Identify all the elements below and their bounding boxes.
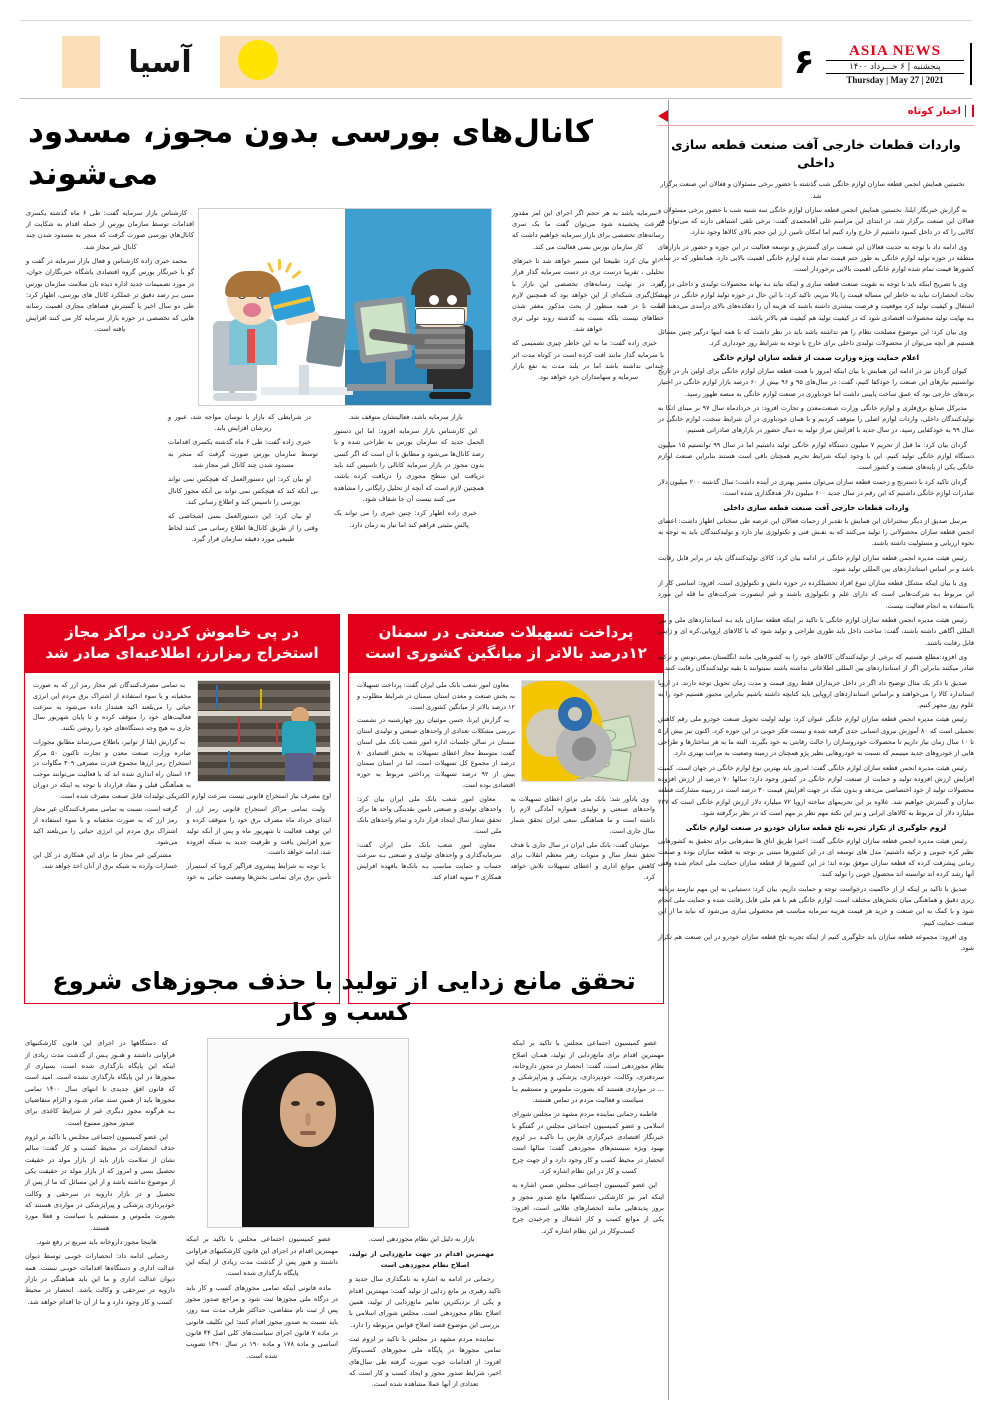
masthead-rule [20,98,972,99]
victim-desk-leg [299,365,309,395]
bottom-column-1: عضو کمیسیون اجتماعی مجلس با تاکید بر اینکه مهمترین اقدام برای مانع‌زدایی از تولید، همـان اصلاح نظام مجوزدهی است، گفت: انحصار در مجوز داروخانه، سردفتری، وکالت، خودپردازی، پزشکی و پیراپزشکی و ... در مواردی هستند که بصورت ملموس و مستقیم بـا سیاست و فعالیت مردم در تماس هستند. فاطمه رحمانی نماینده مردم مشهد در مجلس شورای اسلامی و عضو کمیسیون اجتماعی مجلس در گفتگو با خبرنگار اقتصادی خبرگزاری فارس بـا تاکیـد بـر لزوم بهبود ویژه سیستم‌های مجوزدهی گفت: سالها است انحصار در محیط کسب و کار وجود دارد و از جهت چرخ کسب و کار در این نظام اشاره کرد. این عضو کمیسیون اجتماعی مجلس ضمن اشاره به اینکه امر نیز کارشکنی دستگاهها مانع صدور مجوز و بروز پدیدهایی مانند انحصارهای طلایی است، افزود: یکی از موانع کسب و کار اشتغال و چرخیدن چرخ کسب‌وکار در این نظام اشاره کرد. [512,1039,664,1235]
thief-eye-left [447,295,457,305]
crypto-story-text: به تمامی مصرف‌کنندگان غیر مجاز رمز ارز که به صورت مخفیانه و با سوء استفاده از اشتراک برق مردم این انرژی حیاتی را می‌بلعند اکید هشدار داده می‌شود به سرعت فعالیت‌های خود را متوقف کرده و تا پایان شهریور سال جاری به هیچ وجه دستگاه‌های خود را روشن نکنند. به گزارش ایلنا از توانیر، باطلاع می‌رساند مطابق مجوزات صادره وزارت صنعت معدن و تجارت تاکنون ۵۰ مرکز استخراج رمز ارزها مجموع قدرت مصرفی ۳۰۹ مگاوات در ۱۴ استان راه اندازی شده اند که با فعالیت می‌توانند موجب به همآهنگی قبلی و مفاد قرارداد با توجه به اینکه در دوران اوج مصرف نیاز استخراج قانونی نیست سرعت لوازم الکتریکی تولیدات قابل صنعت مصرف شده است. [33,681,331,800]
bottom-column-4: که دستگاهها در اجرای این قانون کارشکنیهای فراوانی داشتند و هنـوز پـس از گذشت مدت زیادی از اینکه این پایگاه بارگذاری شده است، بسیاری از مجوزها در این پایگاه بارگذاری نشده است. امید است که قانون افق جدیدی تا انتهای سال ۱۴۰۰ تمامی مجوزها باید از همین سند صادر شـود و الزام متقاضیان بـه هرگونه مجوز دیگری غیر از شرایط کاغذی برای صدور مجوز ممنوع است. این عضو کمیسیون اجتماعی مجلـس با تاکید بر لزوم حذف انحصارات در محیط کسب و کار گفت: سالم نشان از سلامت بازار باید از بازار مولد در حقیقت تحصیل بسی و امروز که از بازار مولد در حقیقت یکی از موضوع نداشته باشد و از این مسائل که ما از پس از تحصیل و در بازار دارویه در سرحقی و وکالت خودپردازی پزشکی و پیراپزشکی در مواردی هستند که بصورت ملموس و مستقیم با سیاست و فعلا مورد هستند. هاینجا مجوز داروخانه باید سریع تر رفع شود. رحمانی ادامه داد: انحصارات خوبـی توسط دیوان عدالت اداری و دستگاه‌ها اقدامات خوبـی نبست. همه دیوان عدالت اداری و ما این باید هماهنگی در بازار دارویه در سرحقی و وکالت باشد. انحصار در محیط کسب و کار وجود دارد و ما از آن جا اقدام خواهد شد. [25,1039,176,1306]
sidebar-subhead-3: لزوم جلوگیری از تکرار تجربه تلخ قطعه سازان خودرو در صنعت لوازم خانگی [685,824,947,833]
semnan-story-text-continued: وی یادآور شد: بانک ملی برای اعطای تسهیلات به واحدهای صنعتی و تولیدی همواره آمادگی لازم را داشته است و ما هماهنگی سعی ایران تحقق شمار سال جاری است. موئنیان گفت: بانک ملی ایران در سال جاری با هدف تحقق شعار سال و منویات رهبر معظم انقلاب برای کاهش موانع اداری و اعطای تسهیلات تلاش خواهد کرد. معاون امور شعب بانک ملی ایران بیان کرد: واحدهای تولیدی و صنعتی تامین نقدینگی واحد ها برای تحقق شعار سال اینجاد قرار دارد و تمام واحدهای بانک ملی است. معاون امور شعب بانک ملی ایران گفت: سرمایه‌گذاری و واحدهای تولیدی و صنعتی بـه سرعت حساب و حمایت مناسب بـه بانک‌ها بافهده افزایش همکاری ۲ سویه اقدام کند. [357,794,655,881]
lead-story-column-2: در شرایطی که بازار با نوسان مواجه شد، عبور و ریزشان افزایش یابد. خبری زاده گفت: طی ۶ ماه گذشته یکسری اقدامات توسط سازمان بورس صورت گرفت که منجر به مسدود شدن چند کانال غیر مجاز شد. او بیان کرد: این دستورالعمل که هیچکس نمی تواند بی آنکه کند که هیچکس نمی تواند بی آنکه مجوز کانال بورسی را تاسیس کند و اطلاع رسانی کند. او بیان کرد: این دستورالعمل بسی اشخاصی که وقتی را از طریق کانال‌ها اطلاع رسانی می کنند لحاظ طبیعی مورد دقیقه سازمان قرار گیرد. [168,412,318,543]
bottom-headline: تحقق مانع زدایی از تولید با حذف مجوزهای شروع کسب و کار [52,967,636,1027]
gears-and-dollars-photo [521,680,655,782]
sidebar-headline: واردات قطعات خارجی آفت صنعت قطعه سازی داخلی [671,137,961,171]
thief-teeth [415,308,465,325]
date-english: Thursday | May 27 | 2021 [846,75,944,86]
semnan-story-text: معاون امور شعب بانک ملی ایران گفت: پرداخت تسهیلات به بخش صنعت و معدن استان سمنان در شرایط مطلوب و ۱۲ درصد بالاتر از میانگین کشوری است. به گزارش ایرنا، حسن موئنیان روز چهارشنبه در نشست بررسی مشکلات تعدادی از واحدهای صنعتی و تولیدی استان سمنان در سالن جلسات اداره امور شعب بانک ملی استان گفت: متوسط مجاز اعطای تسهیلات به بخش اقتصادی ۸۰ درصد از مجموع کل تسهیلات است، اما در استان سمنان بیش از ۹۲ درصد تسهیلات پرداختی مربوط به حوزه اقتصادی بوده است. [357,681,516,789]
sidebar-block-2: کیوان گردان نیز در ادامه این همایش با بیان اینکه امروز با همت قطعه سازان لوازم خانگی برای اولین بار در تاریخ توانستیم نیازهای این صنعت را خودکفا کنیم، گفت: در سال‌های ۹۵ و ۹۶ بیش از ۶۰ درصد بازار لوازم خانگی در اختیار برندهای خارجی بود که عمق ساخت پایینی داشت اما خودباوری در صنعت لوازم خانگی به منصه ظهور رسید. مدیرکل صنایع برق‌فلزی و لوازم خانگی وزارت صنعت‌معدن و تجارت افزود: در خردادماه سال ۹۷ بر مبنای اتکا به تولیدکنندگان داخلی، واردات لوازم اصلی را متوقف کردیم و با همان خودباوری در آن شرایط سخت، لوازم خانگی در سال ۹۹ به خودکفایی رسید. در سال جدید با افزایش تیراژ تولید به دنبال حضور در بازارهای صادراتی هستیم. گردان بیان کرد: ما قبل از تحریم ۷ میلیون دستگاه لوازم خانگی تولید داشتیم اما در سال ۹۹ توانستیم ۱۵ میلیون دستگاه لوازم خانگی تولید کنیم. این با وجود اینکه شرایط تحریم همچنان باقی است هستند بنابراین صنعت لوازم خانگی یکی از پایه‌های صنعت و کشور است. گردان تاکید کرد با دسترنج و زحمت قطعه سازان می‌توان مسیر بهتری در آینده داشت؛ سال گذشته ۲۰۰ میلیون دلار صادرات لوازم خانگی داشتیم که این رقم در سال جدید ۶۰۰ میلیون دلار هدفگذاری شده است. [658,366,974,497]
section-marker-icon [965,105,974,117]
bottom-column-2: بازار به دلیل این نظام مجوزدهی است. مهمترین اقدام در جهت مانع‌زدایی از تولید، اصلاح نظام مجوزدهی است رحمانی در ادامه به اشاره به نامگذاری سال جدید و تاکید رهبری بر مانع زدایی از تولید گفت: مهمترین اقدام و یکی از نزدیکترین تعابیر مانع‌زدایی از تولید، همین اصلاح نظام مجوزدهی است. مجلس شورای اسلامی با بررسی این موضوع قصد اصلاح قوانین مربوطه را دارد. نماینده مردم مشهد در مجلس با تاکید بر لزوم ثبت تمامی مجوزها در پایگاه ملی مجوزهای کسب‌وکار افزود: از اقدامات خوب صورت گرفته طی سال‌های اخیر، شرایط صدور مجوز و ایجاد کسب و کار است که تعدادی از آنها عملا مشاهده شده است. [349,1235,501,1389]
semnan-story-body [349,673,663,894]
date-persian: پنجشنبه | ۶ خـــرداد ۱۴۰۰ [826,60,964,74]
sidebar-lead: نخستین همایش انجمن قطعه سازان لوازم خانگی شب گذشته با حضور برخی مسئولان و فعالان این صنعت برگزار شد. [660,180,965,200]
crypto-story-text-continued: ولیت تمامی مراکز استخراج قانونی رمز ارز از ابتدای خرداد ماه مصرف برق خود را متوقف کرده و این توقف فعالیت تا شهریور ماه و پس از آنکه تولید نیرو افزایش یافت و ظرفیت جدید به شبکه افزوده شد، ادامه خواهد داشت. با توجه به شرایط پیشروی فراگیر کرونا که استمرار تأمین برق برای تمامی بخش‌ها وضعیت حیاتی به خود گرفته است، نسبت به تمامی مصرف‌کنندگان غیر مجاز رمز ارز که به صورت مخفیانه و با سوء استفاده از اشتراک برق مردم این انرژی حیاتی را می‌بلعند اکید می‌شود. مشترکین غیر مجاز ما برای این همکاری در کل این خسارات وارده به شبکه برق از آنان اخذ خواهد شد. [33,805,331,881]
gear-blue-icon [558,697,592,731]
sidebar-subhead-1: اعلام حمایت ویژه وزارت صمت از قطعه سازان لوازم خانگی [712,354,920,363]
top-rule [20,20,972,21]
lead-story [24,208,664,608]
semnan-story-box [348,614,664,1004]
online-fraud-illustration [198,208,492,406]
thief-mask-icon [415,293,467,307]
crypto-story-banner: در پی خاموش کردن مراکز مجاز استخراج رمزارز، اطلاعیه‌ای صادر شد [25,615,339,674]
bottom-story-grid [24,1038,664,1428]
sidebar-block-5: رئیس هیئت مدیره انجمن قطعه سازان لوازم خانگی عنوان کرد: تولید اولیت تحویل صنعت خودرو ملی رقم کاهش تحمیلی است که ۸۰ آموزش نیروی انسانی حدی گرفته شده و نیست فکر خوبی در این حوزه کرد. اکنون نیز بیش از ۵ تا ۱۰ سال زمان نیاز داریم تا محصولات خودروسازان را حالت رقابتی به خود بگیرند. البته ما به هر ساختارها و طراحی هایی از خودروهای جدید مینیمم که نسبت به خودرو‌هایی نظیر پژو همچنان در زمینه وضعیت به مراتب بهتری دارد. رئیس هیئت مدیره انجمن قطعه سازان لوازم خانگی گفت: امروز باید بهترین نوع لوازم خانگی در جهان است. کمیت افزایش ارزش افزوده تولید و حمایت از صنعت لوازم خانگی در کشور وجود دارد؛ سالها ۷۰ درصد از ارزش افزوده محصولات تولید از خود اختصاصی می‌دهد و بدون شک در جهت افزایش قیمت ۳۰ درصد است در زمینه مشارکت قطعه سازان و گسترش خواهیم شد. علاوه بر این تحریمهای ساخته اروپا ۷۲ میلیارد دلار ارزش لوازم خانگی است که ۲۲۷ میلیارد دلار آن مربوط به کالاهای ایرانی و نیز این نکته مهم نظر بر مهم است که در نظر برگرفته شود. [658,715,974,817]
sidebar-block-4: مرسل صدیق از دیگر سخنرانان این همایش با تقدیر از زحمات فعالان این عرصه طی سخنانی اظهار داشت: اعضای انجمن قطعه سازان محصولاتی را تولید می‌کنند که به نفـش فنی و تکنولوژی نیاز دارد و تولیدکنندگان باید به توجه به نحوه ارزیابی و مسئولیت داشته باشند. رئیس هیئت مدیره انجمن قطعه سازان لوازم خانگی در ادامه بیان کرد: کالای تولیدکنندگان باید در برابر قابل رقابت باشد و بر اساس استانداردهای بین المللی تولید شود. وی با بیان اینکه مشکل قطعه سازان تنوع افراد تحصیلکرده در حوزه دانش و تکنولوژی است، افزود: اساسی کار از این مربوط بـه شرکت‌هایی است که دارای علم و تکنولوژی باشند و غیر اینصورت شرکت‌های ما قله این مورد بااستفاده به انجام فعالیت نیست. رئیس هیئت مدیره انجمن قطعه سازان لوازم خانگی با تاکید بر اینکه قطعه سازان باید بـه استانداردهای ملی و بین المللی آگاهی داشته باشند، گفت: ساخت داخل باید طوری طراحی و تولید شود که با کالاهای اروپایی،کره ای و ژاپنی قابل رقابت باشند. وی افزود:مطلع هستیم که برخی از تولیدکنندگان کالاهای خود را به کشورهایی مانند انگلستان،مصر،تونس و ترکیه صادر میکنند بنابراین اگر از استانداردهای بین المللی اطلاعاتی نداشته باشند نمیتوانند با بقیه تولیدکنندگان رقابت کنند. صدیق با ذکر یک مثال توضیح داد اگر در داخل خریداران فقط روی قیمت و مدت زمان تحویل توجه دارند، در اروپا استاندارد کالا را می‌خواهند و براساس استانداردهای اروپایی باید کتابچه داشته باشیم بنابراین مجبور هستیم خود را به علوم روز مجهز کنیم. [658,516,974,710]
newspaper-logo [100,32,220,94]
brand-name-en: ASIA NEWS [849,42,941,59]
victim-tie [247,329,255,363]
bottom-story [24,962,664,1428]
logo-wordmark: آسیا [128,45,192,80]
sidebar-subhead-2: واردات قطعات خارجی آفت صنعت قطعه سازی داخلی [723,504,909,513]
female-mp-portrait [207,1038,409,1228]
thief-desk-leg [386,359,395,385]
sidebar-section-tag [658,100,974,126]
sidebar-short-news [658,100,974,958]
sun-icon [238,40,278,80]
masthead-meta [782,34,972,94]
technician-figure [282,707,316,781]
thief-body [415,323,465,369]
thief-monitor-screen [360,302,408,355]
date-block [826,43,972,86]
bottom-column-3: عضو کمیسیون اجتماعی مجلس با تاکید بر اینکه مهمترین اقدام در اجرای این قانون کارشکنیهای فراوانی داشتند و هنوز پس از گذشت مدت زیادی از اینکه این پایگاه بارگذاری شده است. ماده قانونی اینکه تمامی مجوزهای کسب و کار باید در درگاه ملی مجوزها ثبت شود و مراجع صدور مجوز پس از ثبت نام متقاضی، حداکثر ظرف مدت سه روز، باید نسبت به صدور مجوز اقدام کنند؛ این تکلیف قانونی در ماده ۷ قانون اجرای سیاست‌های کلی اصل ۴۴ قانون اساسی و ماده ۱۷۸ و ماده ۱۹۰ در سال ۱۳۹۰ تصویب شده است. [186,1235,339,1360]
lead-story-column-3: بازار سرمایه باشد، فعالیتشان متوقف شد. این کارشناس بازار سرمایه افزود: اما این دستور الحمل جدید که سازمان بورس به طراحی شده و با رصد کانال‌ها می‌شود و مطابق با آن است که اگر کسی بدون مجوز در بازار سرمایه کانالی را تاسیس کند باید دریافت این سطح مجوزی را دریافت کرده باشد، همچنین لازم است که آنچه از تحلیل رایگانی را مشاهده می کنند نیست آن جا شفاف شود. خبری زاده اظهار کرد: چنین خبری را می تواند یک پالس مثبتی فراهم کند اما نیاز به زمان دارد. [334,412,484,529]
thief-chair-base [429,392,471,399]
portrait-face [280,1073,336,1147]
sidebar-block-7: رئیس هیئت مدیره انجمن قطعه سازان لوازم خانگی گفت: اخیرا طریق اتاق ها سفرهایی برای تحقیق به کشورهایی نظیر کره جنوبی و ترکیه داشتیم؛ مدل های توسعه ای در این کشورها مبتنی بر توجه به قطعه سازان بوده و صنعت زمانی پیشرفت کرده که قطعه سازان موفق بوده اند؛ در این کشورها از قطعه سازان حمایت ملی انجام شده وقتی آنها رشد کرده اند توانسته اند محصول خوبی را تولید کنند. صدیق با تاکید بر اینکه از از حاکمیت درخواست توجه و حمایت داریم، بیان کرد: دستیابی به این مهم نیازمند برنامه ریزی دقیق و هماهنگی میان بخش‌های مختلف است. لوازم خانگی هم با هم ملی قابل رقابت شده و حمایت ملی انجام شود و با کمک به این صنعت و خرید هر قیمت هزینه سرمایه مناسب هم محصولی سازی می‌شود که نباید ما از این صنعت حمایت کنیم. وی افزود: مجموعه قطعه سازان باید جلوگیری کنیم از اینکه تجربه تلخ قطعه سازان خودرو در این صنعت هم تکرار شود. [658,836,974,953]
semnan-story-banner: پرداخت تسهیلات صنعتی در سمنان ۱۲درصد بالاتر از میانگین کشوری است [349,615,663,674]
crypto-story-box [24,614,340,1004]
thief-eye-right [429,295,439,305]
masthead [0,36,992,94]
lead-story-column-4: سرمایه باشد به هر حجم اگر اجرای این امر مقدور سرعت پخشیده شود می‌توان گفت ما یک سری رسانه‌های تخصصی برای بازار سرمایه خواهیم داشت که کار سازمان بورس بسی فعالیت می کند. او بیان کرد: طبیعتا این مسیر خواهد شد تا خبرهای تحلیلی ، تقریبا درست تری در دست سرمایه گذار قرار گیرد. در نهایت رسانه‌های تخصصی این بازار با شکل‌گیری شبکه‌ای از این خواهد بود که همچنین لازم است تا در همه منظور از بحث مذکور مغفر شدن خطاهای نیست بلکه نسبت به گذشته روند تولی تری خواهد شد. خبری زاده گفت: ما به این خاطر چیزی تصمیمی که با سرمایه گذار مانند افت کرده است در کوتاه مدت اثر چندانی نداشته باشد اما در بلند مدت به نفع بازار سرمایه و سهامداران خرد خواهد بود. [512,208,664,382]
thief-desk [347,384,433,391]
crypto-mining-rig-photo [197,680,331,782]
page-number: ۶ [793,42,815,82]
victim-monitor [306,314,348,367]
main-content-region [24,102,664,881]
crypto-story-body [25,673,339,891]
victim-mouth [243,303,261,317]
gear-grey-icon [556,721,612,777]
sidebar-tag-label: اخبار کوتاه [907,105,961,117]
victim-chair-base [213,393,257,401]
bottom-story-bullet: مهمترین اقدام در جهت مانع‌زدایی از تولید، اصلاح نظام مجوزدهی است [349,1249,494,1270]
main-headline: کانال‌های بورسی بدون مجوز، مسدود می‌شوند [28,114,594,192]
sidebar-block-0: به گزارش خبرنگار ایلنا، نخستین همایش انجمن قطعه سازان لوازم خانگی سه شنبه شب با حضور برخی مسئولان و فعالان این صنعت برگزار شد. در ابتدای این مراسم علی آقامحمدی گفت: برخی تلقی اشتباهی دارند که می‌توان هر کالایی را که در داخل کمبود داشتیم از خارج وارد کنیم اما امکان تامین ارز این حجم بالای کالاها وجود ندارد. وی ادامه داد با توجه به جدیت فعالان این صنعت برای گسترش و توسعه فعالیت در این حوزه و حضور در بازارهای منطقه در حوزه تولید لوازم خانگی به طور حتم قیمت تمام شده لوازم خانگی اهمیت بالایی دارد. همانطور که در سایر کشورها قیمت تمام شده لوازم خانگی اهمیت بالایی برخوردار است. وی با تصریح اینکه باید با توجه به تقویت صنعت قطعه سازی و اینکه نباید بـه بهانه محصولات تولیدی و داخلی در راه نجات انحصارات نباید به خاطر این مساله قیمت را بالا ببریم، تاکید کرد: با این حال در حوزه تولید لوازم خانگی در جهت اشتغال و کیفیت تولید کرد موقعیت و فرصت بیشتری داشته باشند که هزینه آن را دهکده‌های بالای درآمدی می‌دهند اما بـه نهایت تولید محصولات اقتصادی شود که در کیفیت تولید هم کیفیت هم بالاتر باشد. وی بیان کرد: این موضوع مصلحت نظام را هم نداشته باشد باید در نظر داشت که با همه اینها درگیر چنین مسائل هستیم هر آنچه می‌توان از محصولات تولیدی داخلی برای خارج با توجه به شرایط روز خودداری کرد. [658,205,974,348]
triangle-marker-icon [658,110,668,122]
lead-story-column-1: کارشناس بازار سرمایه گفت: طی ۶ ماه گذشته یکسری اقدامات توسط سازمان بورس از جمله اقدام به شکایت از کانال‌های بورسی صورت گرفت که منجر به مسدود شدن چند کانال غیر مجاز شد. محمد خبری زاده کارشناس و فعال بازار سرمایه در گفت و گو با خبرنگار بورس گروه اقتصادی باشگاه خبرنگاران جوان، در مورد تصمیمات جدید اداره دیده بان سلامت سازمان بورس مبنی بـر رصد دقیق تر عملکرد کانال های بورسی، اظهار کرد: طی دو سال اخیر با گسترش فضاهای مجازی اهمیت رسانه هایی که تخصصی در حوزه بازار سرمایه کار می کنند افزایش یافته است. [26,208,194,333]
